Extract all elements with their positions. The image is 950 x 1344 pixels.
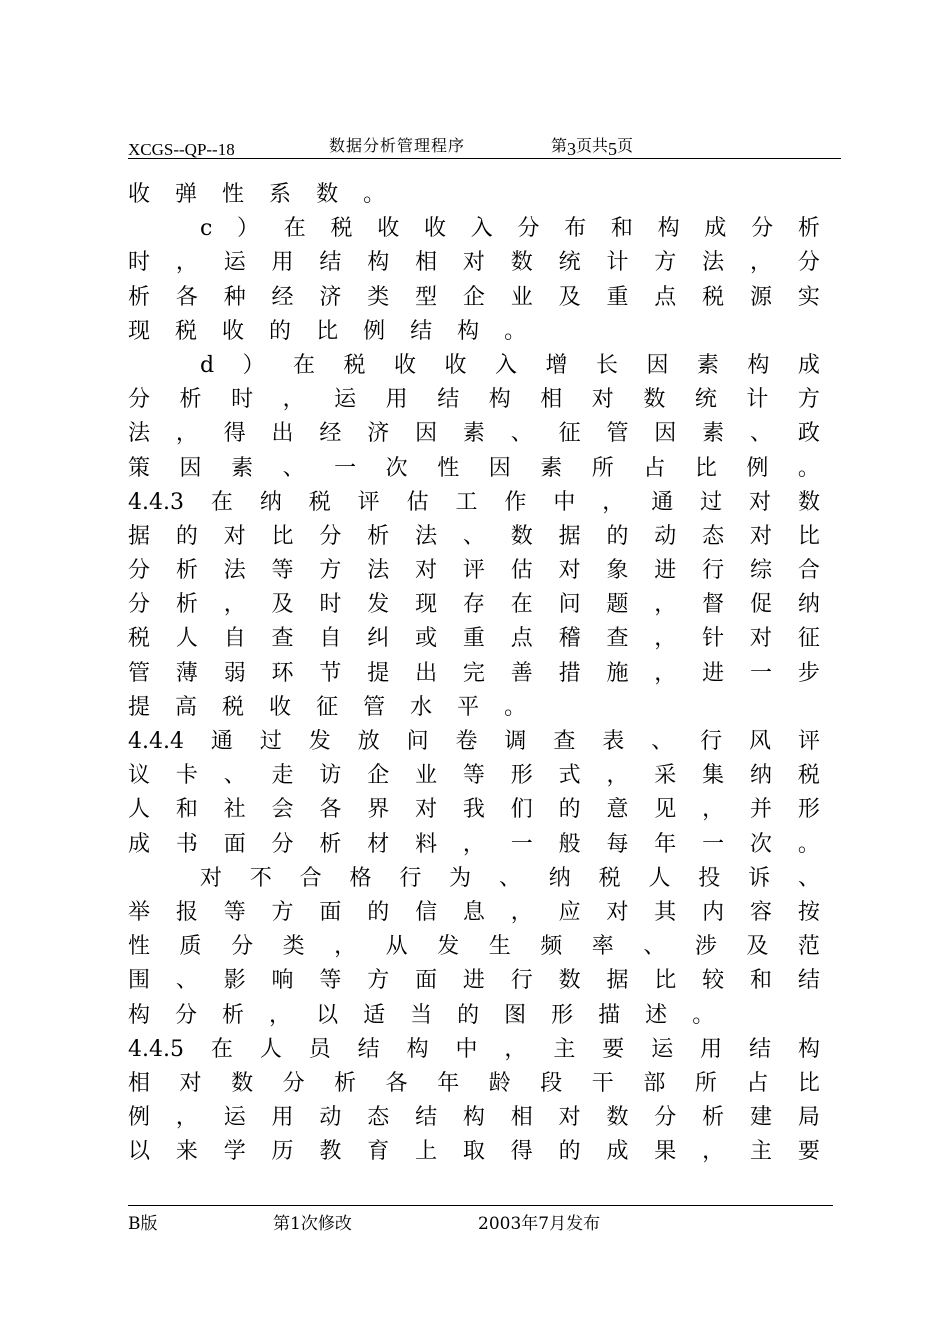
document-title: 数据分析管理程序: [329, 136, 466, 155]
body-line: 以 来 学 历 教 育 上 取 得 的 成 果 ， 主 要: [128, 1139, 820, 1165]
body-line: 收 弹 性 系 数 。: [128, 182, 386, 207]
page-suffix: 页: [617, 136, 634, 155]
body-line: 构 分 析 ， 以 适 当 的 图 形 描 述 。: [128, 1002, 715, 1028]
body-line: 税 人 自 查 自 纠 或 重 点 稽 查 ， 针 对 征: [128, 626, 820, 652]
body-line: 法 ， 得 出 经 济 因 素 、 征 管 因 素 、 政: [128, 421, 820, 447]
body-line: 人 和 社 会 各 界 对 我 们 的 意 见 ， 并 形: [128, 797, 820, 823]
body-line: 提 高 税 收 征 管 水 平 。: [128, 694, 527, 720]
body-line: 现 税 收 的 比 例 结 构 。: [128, 318, 527, 344]
body-line: 析 各 种 经 济 类 型 企 业 及 重 点 税 源 实: [128, 284, 820, 310]
body-line: 例 ， 运 用 动 态 结 构 相 对 数 分 析 建 局: [128, 1105, 820, 1131]
document-code: XCGS--QP--18: [128, 140, 235, 159]
version-label: B版: [128, 1214, 158, 1234]
body-line: 性 质 分 类 ， 从 发 生 频 率 、 涉 及 范: [128, 934, 820, 960]
body-line: 分 析 法 等 方 法 对 评 估 对 象 进 行 综 合: [128, 558, 820, 584]
body-line: 分 析 ， 及 时 发 现 存 在 问 题 ， 督 促 纳: [128, 592, 820, 618]
body-line: 议 卡 、 走 访 企 业 等 形 式 ， 采 集 纳 税: [128, 763, 820, 789]
body-line: 对 不 合 格 行 为 、 纳 税 人 投 诉 、: [200, 865, 820, 891]
body-line: 4.4.3 在 纳 税 评 估 工 作 中 ， 通 过 对 数: [128, 489, 820, 515]
page-footer: [128, 1209, 833, 1233]
page-indicator: [551, 133, 634, 159]
body-line: 4.4.5 在 人 员 结 构 中 ， 主 要 运 用 结 构: [128, 1036, 820, 1062]
page-middle: 页共: [576, 136, 609, 155]
body-line: 分 析 时 ， 运 用 结 构 相 对 数 统 计 方: [128, 387, 820, 413]
body-line: 时 ， 运 用 结 构 相 对 数 统 计 方 法 ， 分: [128, 250, 820, 276]
body-line: 举 报 等 方 面 的 信 息 ， 应 对 其 内 容 按: [128, 899, 820, 925]
body-line: c ） 在 税 收 收 入 分 布 和 构 成 分 析: [200, 216, 820, 242]
page-number: 3: [567, 139, 577, 159]
body-line: 相 对 数 分 析 各 年 龄 段 干 部 所 占 比: [128, 1070, 820, 1096]
page-header: [128, 131, 841, 161]
body-line: 4.4.4 通 过 发 放 问 卷 调 查 表 、 行 风 评: [128, 729, 820, 754]
body-line: 围 、 影 响 等 方 面 进 行 数 据 比 较 和 结: [128, 968, 820, 994]
release-date: 2003年7月发布: [478, 1214, 601, 1234]
footer-divider: [128, 1205, 833, 1206]
body-line: 管 薄 弱 环 节 提 出 完 善 措 施 ， 进 一 步: [128, 660, 820, 686]
header-divider: [128, 158, 841, 159]
page-total: 5: [608, 139, 618, 159]
body-line: 成 书 面 分 析 材 料 ， 一 般 每 年 一 次 。: [128, 831, 820, 857]
page-prefix: 第: [551, 136, 568, 155]
body-line: d ） 在 税 收 收 入 增 长 因 素 构 成: [200, 352, 820, 378]
body-line: 据 的 对 比 分 析 法 、 数 据 的 动 态 对 比: [128, 523, 820, 549]
body-line: 策 因 素 、 一 次 性 因 素 所 占 比 例 。: [128, 455, 820, 481]
revision-label: 第1次修改: [273, 1214, 352, 1234]
document-body: [128, 178, 820, 1169]
